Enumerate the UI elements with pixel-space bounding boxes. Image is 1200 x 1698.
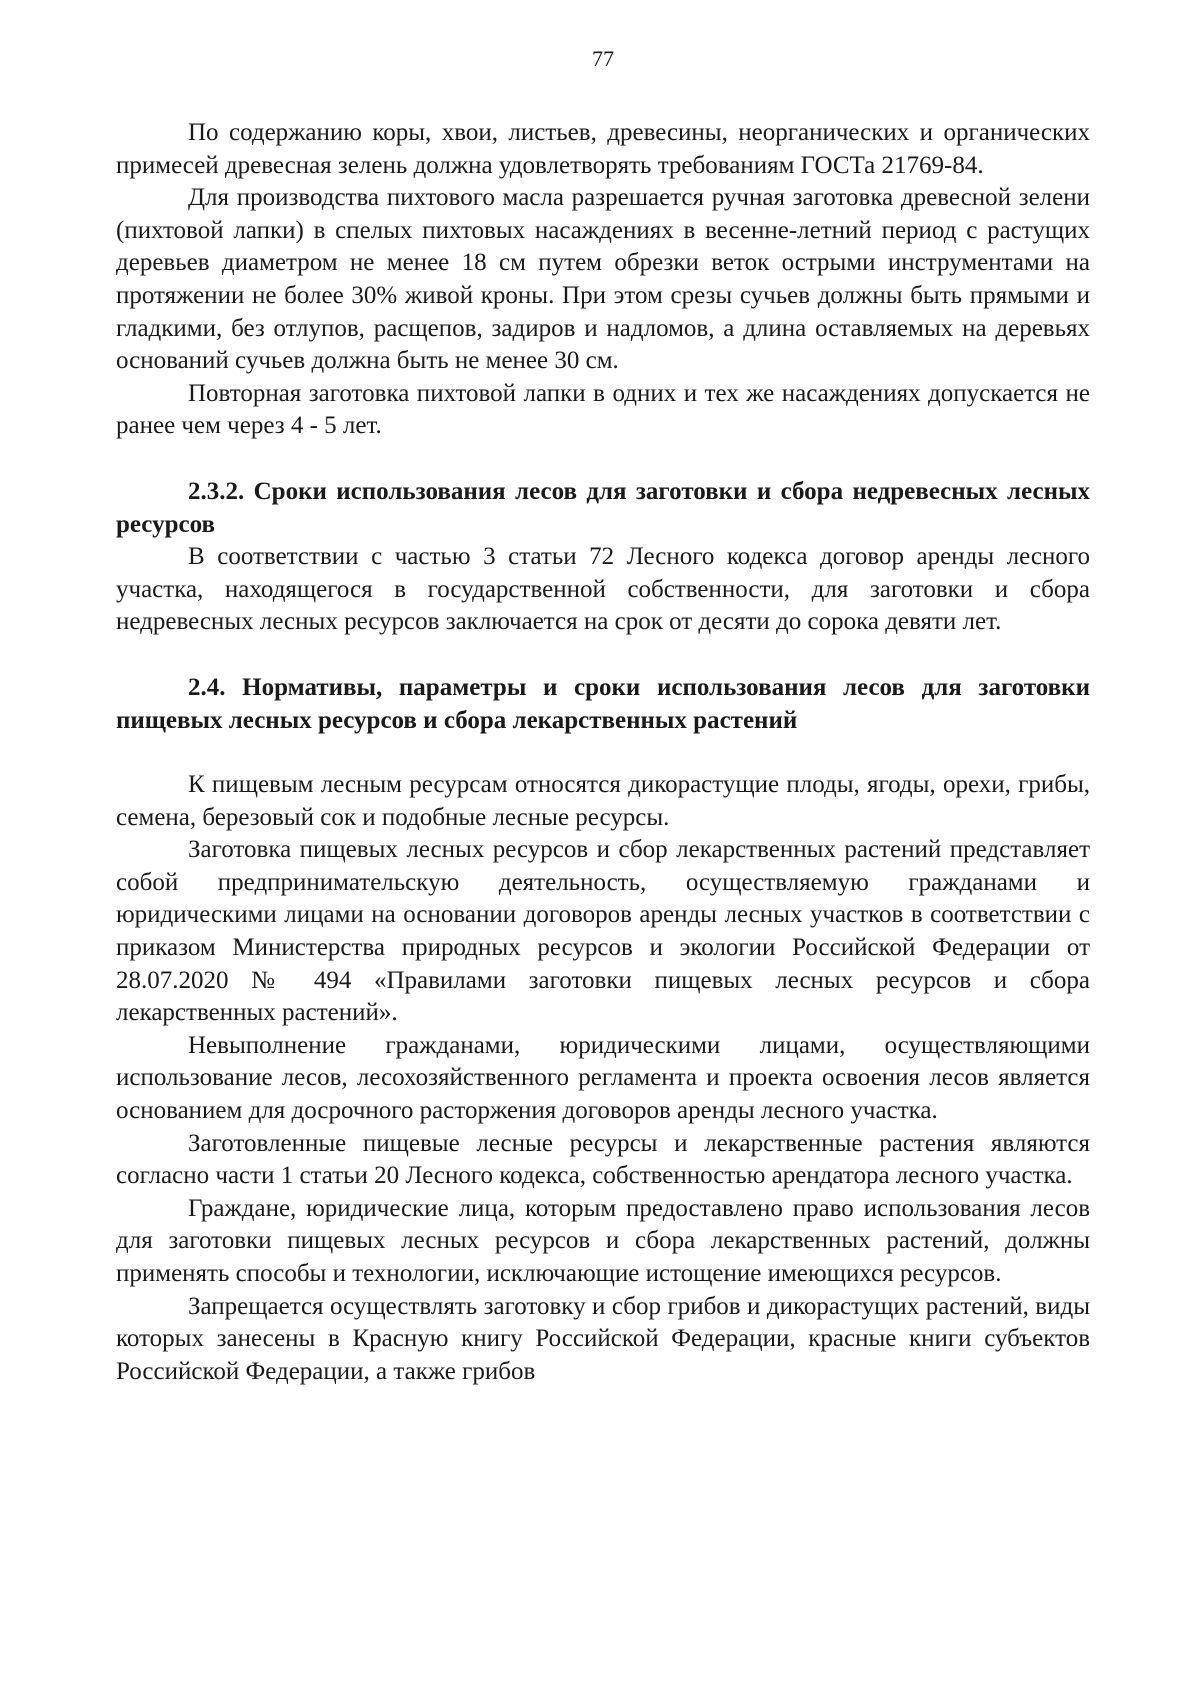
paragraph: Запрещается осуществлять заготовку и сбор грибов и дикорастущих растений, виды которых занесены в Красную книгу Российской Федерации, красные книги субъектов Российской Федерации, а также грибов [116, 1292, 1090, 1385]
paragraph: К пищевым лесным ресурсам относятся дикорастущие плоды, ягоды, орехи, грибы, семена, березовый сок и подобные лесные ресурсы. [116, 771, 1090, 831]
paragraph: Граждане, юридические лица, которым предоставлено право использования лесов для заготовки пищевых лесных ресурсов и сбора лекарственных растений, должны применять способы и технологии, исключающие истощение имеющихся ресурсов. [116, 1194, 1090, 1287]
paragraph: Заготовленные пищевые лесные ресурсы и лекарственные растения являются согласно части 1 статьи 20 Лесного кодекса, собственностью арендатора лесного участка. [116, 1129, 1090, 1190]
section-heading-2-3-2: 2.3.2. Сроки использования лесов для заготовки и сбора недревесных лесных ресурсов [116, 477, 1090, 538]
section-heading-2-4: 2.4. Нормативы, параметры и сроки использования лесов для заготовки пищевых лесных ресурсов и сбора лекарственных растений [116, 673, 1090, 734]
paragraph: В соответствии с частью 3 статьи 72 Лесного кодекса договор аренды лесного участка, находящегося в государственной собственности, для заготовки и сбора недревесных лесных ресурсов заключается на срок от десяти до сорока девяти лет. [116, 543, 1090, 636]
paragraph: Для производства пихтового масла разрешается ручная заготовка древесной зелени (пихтовой лапки) в спелых пихтовых насаждениях в весенне-летний период с растущих деревьев диаметром не менее 18 см путем обрезки веток острыми инструментами на протяжении не более 30% живой кроны. При этом срезы сучьев должны быть прямыми и гладкими, без отлупов, расщепов, задиров и надломов, а длина оставляемых на деревьях оснований сучьев должна быть не менее 30 см. [116, 184, 1090, 375]
paragraph: По содержанию коры, хвои, листьев, древесины, неорганических и органических примесей древесная зелень должна удовлетворять требованиям ГОСТа 21769-84. [116, 119, 1090, 179]
document-body [116, 117, 1090, 1388]
page-number: 77 [592, 46, 614, 71]
paragraph: Повторная заготовка пихтовой лапки в одних и тех же насаждениях допускается не ранее чем через 4 - 5 лет. [116, 379, 1090, 440]
paragraph: Невыполнение гражданами, юридическими лицами, осуществляющими использование лесов, лесохозяйственного регламента и проекта освоения лесов является основанием для досрочного расторжения договоров аренды лесного участка. [116, 1031, 1090, 1125]
paragraph: Заготовка пищевых лесных ресурсов и сбор лекарственных растений представляет собой предпринимательскую деятельность, осуществляемую гражданами и юридическими лицами на основании договоров аренды лесных участков в соответствии с приказом Министерства природных ресурсов и экологии Российской Федерации от 28.07.2020 № 494 «Правилами заготовки пищевых лесных ресурсов и сбора лекарственных растений». [116, 836, 1090, 1027]
